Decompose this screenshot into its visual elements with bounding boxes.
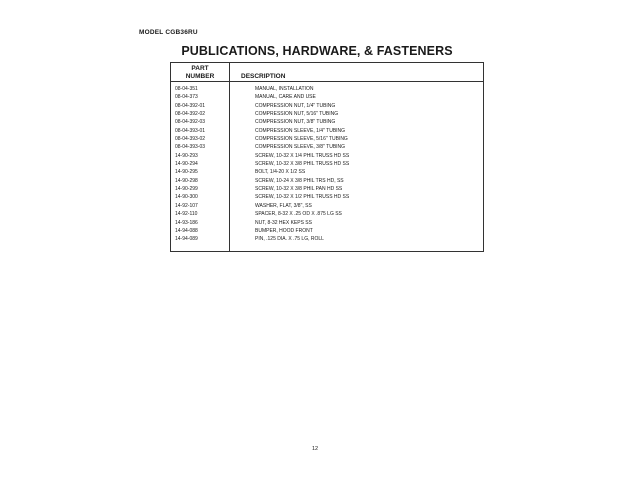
- table-row: [171, 135, 483, 143]
- part-number-cell: 14-94-088: [175, 227, 198, 234]
- table-row: [171, 160, 483, 168]
- description-cell: NUT, 8-32 HEX KEPS SS: [255, 219, 312, 226]
- description-cell: MANUAL, CARE AND USE: [255, 94, 316, 101]
- table-row: [171, 102, 483, 110]
- description-cell: COMPRESSION SLEEVE, 1/4" TUBING: [255, 127, 346, 134]
- description-cell: SCREW, 10-32 X 1/4 PHIL TRUSS HD SS: [255, 152, 350, 159]
- part-number-cell: 14-93-186: [175, 219, 198, 226]
- table-row: [171, 168, 483, 176]
- part-number-cell: 08-04-351: [175, 86, 198, 92]
- header-part-line1: PART: [191, 65, 209, 72]
- header-part-line2: NUMBER: [185, 72, 215, 80]
- part-number-cell: 14-90-299: [175, 186, 198, 193]
- table-row: [171, 127, 483, 135]
- table-row: [171, 202, 483, 210]
- part-number-cell: 08-04-392-03: [175, 119, 206, 126]
- table-row: [171, 85, 483, 93]
- header-part-number: [171, 65, 229, 80]
- part-number-cell: 14-90-298: [175, 177, 198, 184]
- description-cell: WASHER, FLAT, 3/8", SS: [255, 202, 312, 209]
- part-number-cell: 14-90-300: [175, 194, 198, 201]
- part-number-cell: 14-92-107: [175, 202, 198, 209]
- description-cell: MANUAL, INSTALLATION: [255, 86, 314, 92]
- description-cell: SCREW, 10-32 X 3/8 PHIL TRUSS HD SS: [255, 161, 350, 168]
- table-row: [171, 152, 483, 160]
- description-cell: COMPRESSION SLEEVE, 3/8" TUBING: [255, 144, 346, 151]
- part-number-cell: 08-04-393-01: [175, 127, 206, 134]
- part-number-cell: 08-04-392-02: [175, 111, 206, 118]
- description-cell: SCREW, 10-24 X 3/8 PHIL TRS HD, SS: [255, 177, 344, 184]
- description-cell: COMPRESSION SLEEVE, 5/16" TUBING: [255, 136, 348, 143]
- table-row: [171, 235, 483, 243]
- description-cell: BOLT, 1/4-20 X 1/2 SS: [255, 169, 306, 176]
- table-row: [171, 118, 483, 126]
- table-row: [171, 193, 483, 201]
- page-title: PUBLICATIONS, HARDWARE, & FASTENERS: [181, 44, 453, 58]
- part-number-cell: 14-90-294: [175, 161, 198, 168]
- description-cell: COMPRESSION NUT, 5/16" TUBING: [255, 111, 339, 118]
- table-row: [171, 143, 483, 151]
- table-row: [171, 177, 483, 185]
- part-number-cell: 14-90-293: [175, 152, 198, 159]
- description-cell: SPACER, 8-32 X .25 OD X .875 LG SS: [255, 211, 342, 218]
- parts-table: [170, 62, 484, 252]
- part-number-cell: 14-94-089: [175, 236, 198, 243]
- table-body: [171, 85, 483, 244]
- description-cell: SCREW, 10-32 X 1/2 PHIL TRUSS HD SS: [255, 194, 350, 201]
- part-number-cell: 08-04-392-01: [175, 102, 206, 109]
- table-row: [171, 110, 483, 118]
- table-row: [171, 93, 483, 101]
- part-number-cell: 14-90-295: [175, 169, 198, 176]
- table-row: [171, 210, 483, 218]
- description-cell: SCREW, 10-32 X 3/8 PHIL PAN HD SS: [255, 186, 343, 193]
- description-cell: COMPRESSION NUT, 3/8" TUBING: [255, 119, 336, 126]
- header-rule: [171, 81, 483, 82]
- table-row: [171, 219, 483, 227]
- part-number-cell: 08-04-393-03: [175, 144, 206, 151]
- table-row: [171, 227, 483, 235]
- part-number-cell: 08-04-393-02: [175, 136, 206, 143]
- part-number-cell: 14-92-110: [175, 211, 198, 218]
- header-description: DESCRIPTION: [241, 73, 286, 80]
- description-cell: COMPRESSION NUT, 1/4" TUBING: [255, 102, 336, 109]
- description-cell: BUMPER, HOOD FRONT: [255, 227, 313, 234]
- model-label: MODEL CGB36RU: [139, 29, 198, 36]
- description-cell: PIN, .125 DIA. X .75 LG, ROLL: [255, 236, 324, 243]
- part-number-cell: 08-04-373: [175, 94, 198, 101]
- page-number: 12: [312, 446, 319, 452]
- table-row: [171, 185, 483, 193]
